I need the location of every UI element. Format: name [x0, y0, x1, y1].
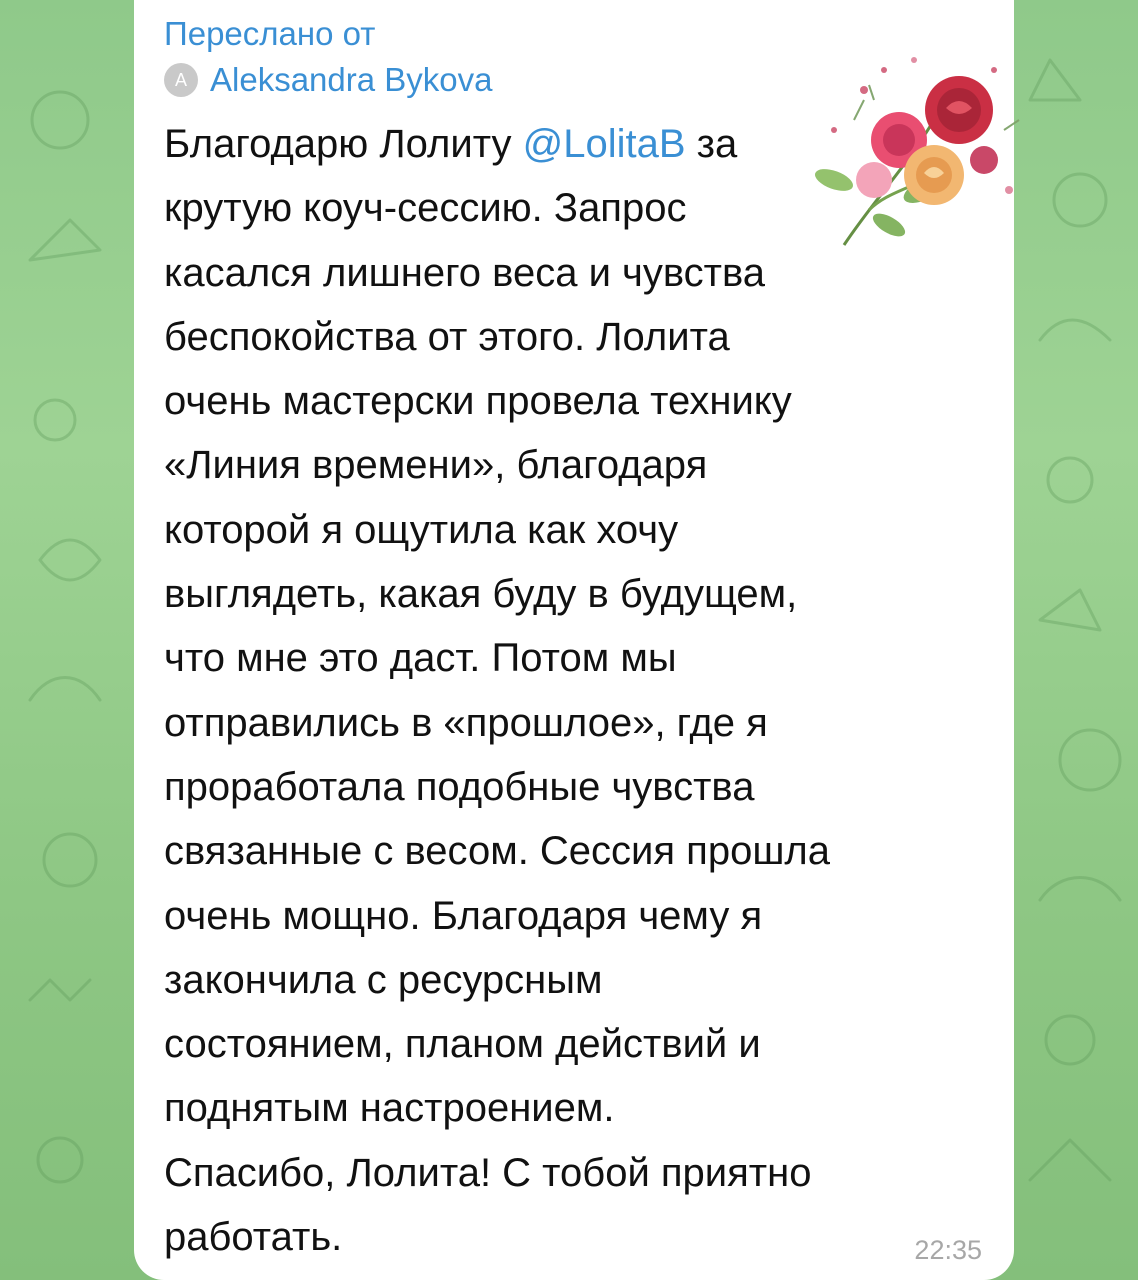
message-prefix: Благодарю Лолиту — [164, 122, 523, 166]
author-name[interactable]: Aleksandra Bykova — [210, 61, 493, 98]
roses-bouquet-icon — [774, 30, 1034, 250]
forwarded-author[interactable] — [164, 60, 492, 100]
forwarded-from-label: Переслано от — [164, 15, 376, 52]
message-text — [164, 112, 984, 1269]
message-timestamp: 22:35 — [914, 1235, 982, 1265]
message-bubble[interactable] — [134, 0, 1014, 1280]
message-body: за крутую коуч-сессию. Запрос касался лишнего веса и чувства беспокойства от этого. Лолита очень мастерски провела технику «Линия времени», благодаря которой я ощутила как хочу выглядеть, какая буду в будущем, что мне это даст. Потом мы отправились в «прошлое», где я проработала подобные чувства связанные с весом. Сессия прошла очень мощно. Благодаря чему я закончила с ресурсным состоянием, планом действий и поднятым настроением. Спасибо, Лолита! С тобой приятно работать. — [164, 122, 830, 1260]
user-mention-link[interactable]: @LolitaB — [522, 122, 686, 166]
author-avatar[interactable]: A — [164, 63, 198, 97]
